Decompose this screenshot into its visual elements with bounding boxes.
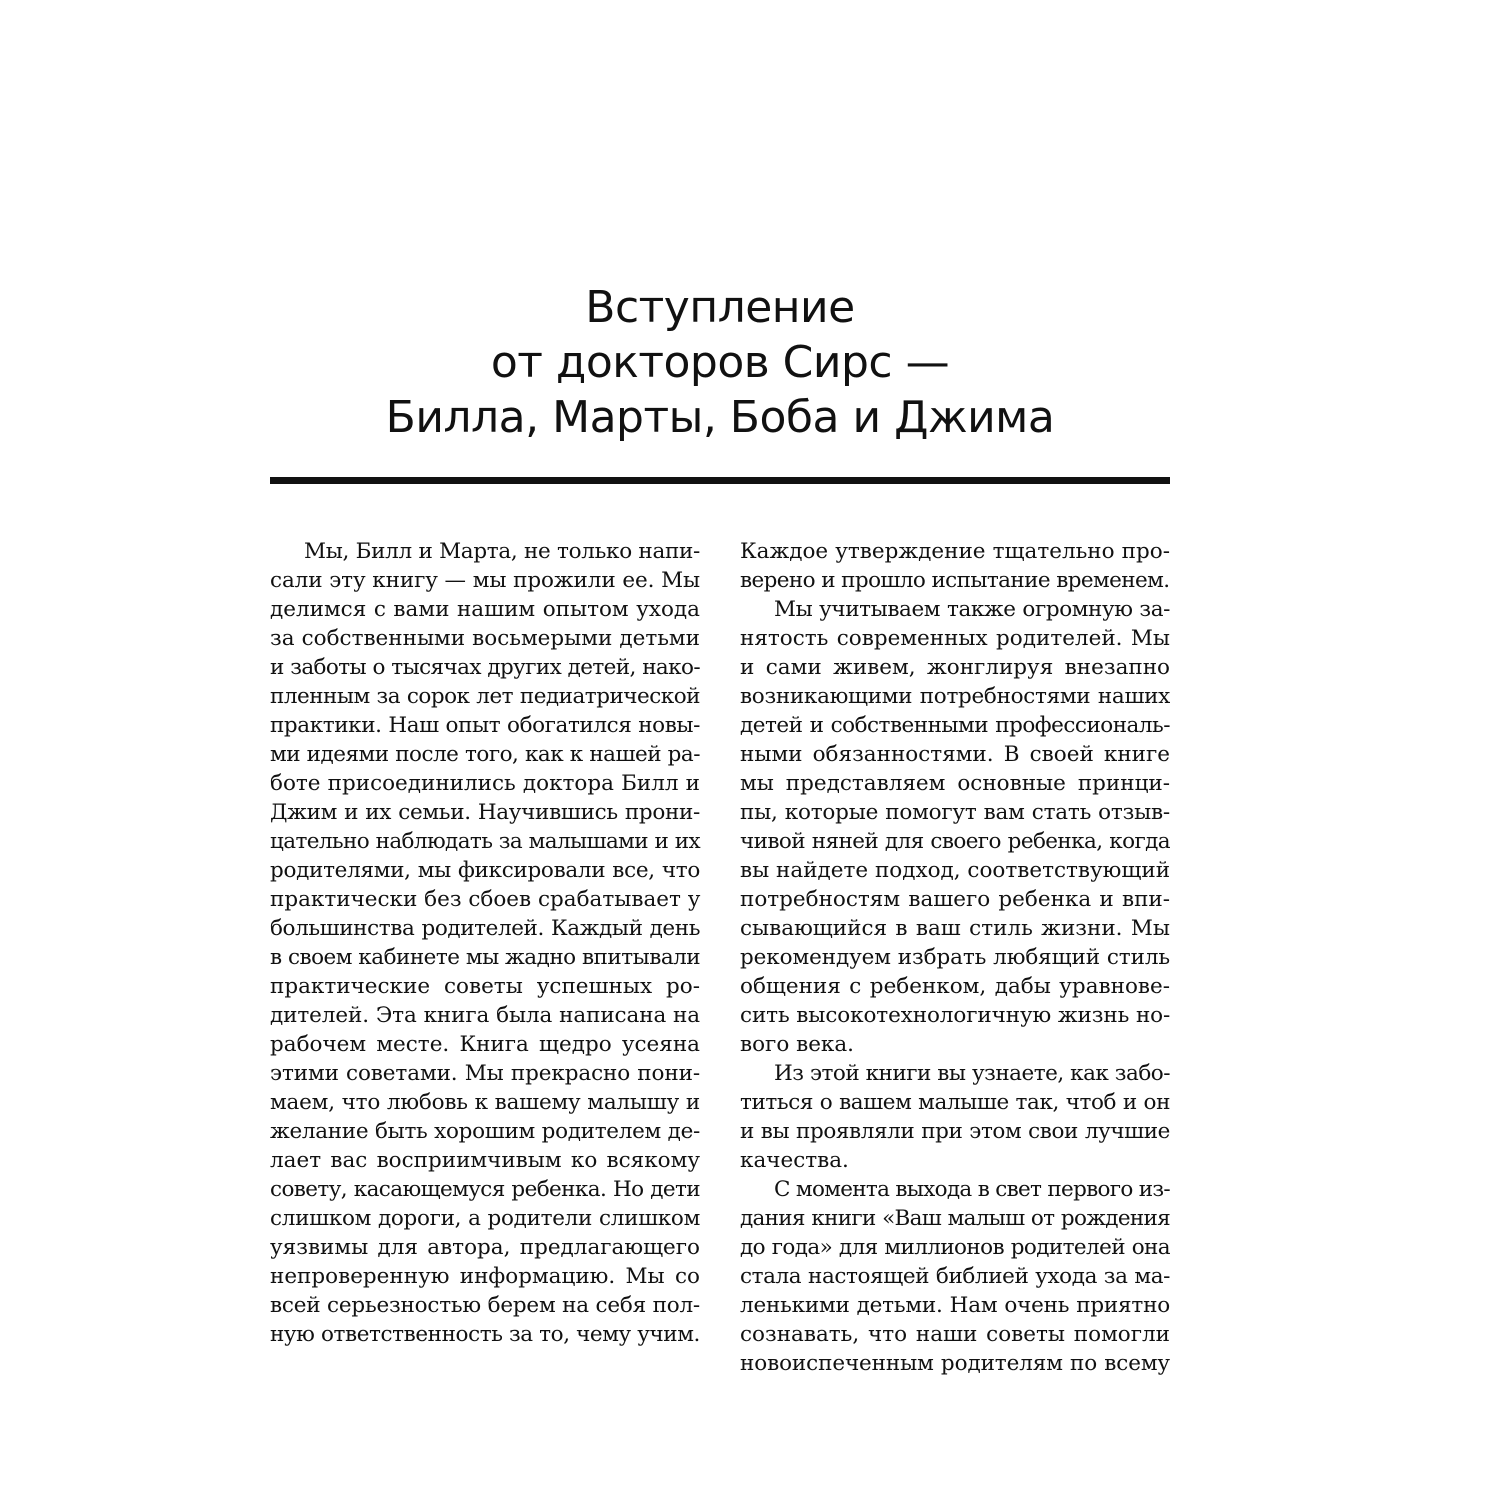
body-text-line: лает вас восприимчивым ко всякому xyxy=(270,1148,700,1173)
body-text-line: и заботы о тысячах других детей, нако- xyxy=(270,655,700,680)
body-text-line: этими советами. Мы прекрасно пони- xyxy=(270,1061,700,1086)
body-text-line: совету, касающемуся ребенка. Но дети xyxy=(270,1177,700,1202)
body-text-line: сить высокотехнологичную жизнь но- xyxy=(740,1003,1171,1028)
body-text-line: титься о вашем малыше так, чтоб и он xyxy=(740,1090,1170,1115)
body-text-line: качества. xyxy=(740,1148,849,1173)
body-text-line: детей и собственными профессиональ- xyxy=(740,713,1170,738)
body-text-line: рабочем месте. Книга щедро усеяна xyxy=(270,1032,700,1057)
body-text-line: в своем кабинете мы жадно впитывали xyxy=(270,945,701,970)
body-text-line: боте присоединились доктора Билл и xyxy=(270,771,700,796)
body-text-line: рекомендуем избрать любящий стиль xyxy=(740,945,1170,970)
body-text-line: практики. Наш опыт обогатился новы- xyxy=(270,713,700,738)
body-text-line: до года» для миллионов родителей она xyxy=(740,1235,1170,1260)
title-divider xyxy=(270,477,1170,484)
body-text-line: и вы проявляли при этом свои лучшие xyxy=(740,1119,1170,1144)
text-column-right xyxy=(740,537,1170,1378)
body-text-line: непроверенную информацию. Мы со xyxy=(270,1264,700,1289)
body-text-line: ленькими детьми. Нам очень приятно xyxy=(740,1293,1170,1318)
body-text-line: делимся с вами нашим опытом ухода xyxy=(270,597,700,622)
body-text-line: нятость современных родителей. Мы xyxy=(740,626,1170,651)
body-text-line: уязвимы для автора, предлагающего xyxy=(270,1235,700,1260)
body-text-line: желание быть хорошим родителем де- xyxy=(270,1119,700,1144)
body-text-line: вого века. xyxy=(740,1032,855,1057)
body-text-line: практически без сбоев срабатывает у xyxy=(270,887,701,912)
body-text-line: мы представляем основные принци- xyxy=(740,771,1170,796)
chapter-title-line: Билла, Марты, Боба и Джима xyxy=(385,392,1055,443)
text-column-left xyxy=(270,537,700,1349)
body-text-line: стала настоящей библией ухода за ма- xyxy=(740,1264,1170,1289)
body-text-line: Джим и их семьи. Научившись прони- xyxy=(270,800,700,825)
body-text-line: и сами живем, жонглируя внезапно xyxy=(740,655,1170,680)
body-text-line: ми идеями после того, как к нашей ра- xyxy=(270,742,700,767)
body-text-line: пленным за сорок лет педиатрической xyxy=(270,684,700,709)
body-text-line: потребностям вашего ребенка и впи- xyxy=(740,887,1170,912)
body-text-line: Из этой книги вы узнаете, как забо- xyxy=(774,1061,1170,1086)
chapter-title xyxy=(270,280,1170,445)
chapter-title-line: от докторов Сирс — xyxy=(490,337,950,388)
body-text-line: ную ответственность за то, чему учим. xyxy=(270,1322,700,1347)
body-text-line: дителей. Эта книга была написана на xyxy=(270,1003,700,1028)
body-text-line: сали эту книгу — мы прожили ее. Мы xyxy=(270,568,700,593)
body-text-line: С момента выхода в свет первого из- xyxy=(774,1177,1170,1202)
body-text-line: дания книги «Ваш малыш от рождения xyxy=(740,1206,1170,1231)
body-text-line: вы найдете подход, соответствующий xyxy=(740,858,1171,883)
body-text-line: большинства родителей. Каждый день xyxy=(270,916,700,941)
body-text-line: пы, которые помогут вам стать отзыв- xyxy=(740,800,1170,825)
body-text-line: верено и прошло испытание временем. xyxy=(740,568,1170,593)
body-text-line: Мы учитываем также огромную за- xyxy=(774,597,1170,622)
body-text-line: возникающими потребностями наших xyxy=(740,684,1170,709)
body-text-line: Мы, Билл и Марта, не только напи- xyxy=(304,539,700,564)
body-text-line: чивой няней для своего ребенка, когда xyxy=(740,829,1170,854)
body-text-line: ными обязанностями. В своей книге xyxy=(740,742,1170,767)
body-text-line: слишком дороги, а родители слишком xyxy=(270,1206,700,1231)
body-text-line: общения с ребенком, дабы уравнове- xyxy=(740,974,1170,999)
body-text-line: новоиспеченным родителям по всему xyxy=(740,1351,1170,1376)
body-text-line: цательно наблюдать за малышами и их xyxy=(270,829,700,854)
body-text-line: маем, что любовь к вашему малышу и xyxy=(270,1090,700,1115)
body-text-line: родителями, мы фиксировали все, что xyxy=(270,858,700,883)
chapter-title-line: Вступление xyxy=(585,282,855,333)
body-text-line: Каждое утверждение тщательно про- xyxy=(740,539,1170,564)
body-text-line: всей серьезностью берем на себя пол- xyxy=(270,1293,700,1318)
body-text-line: за собственными восьмерыми детьми xyxy=(270,626,700,651)
body-text-line: практические советы успешных ро- xyxy=(270,974,700,999)
body-text-line: сывающийся в ваш стиль жизни. Мы xyxy=(740,916,1170,941)
body-text-line: сознавать, что наши советы помогли xyxy=(740,1322,1170,1347)
